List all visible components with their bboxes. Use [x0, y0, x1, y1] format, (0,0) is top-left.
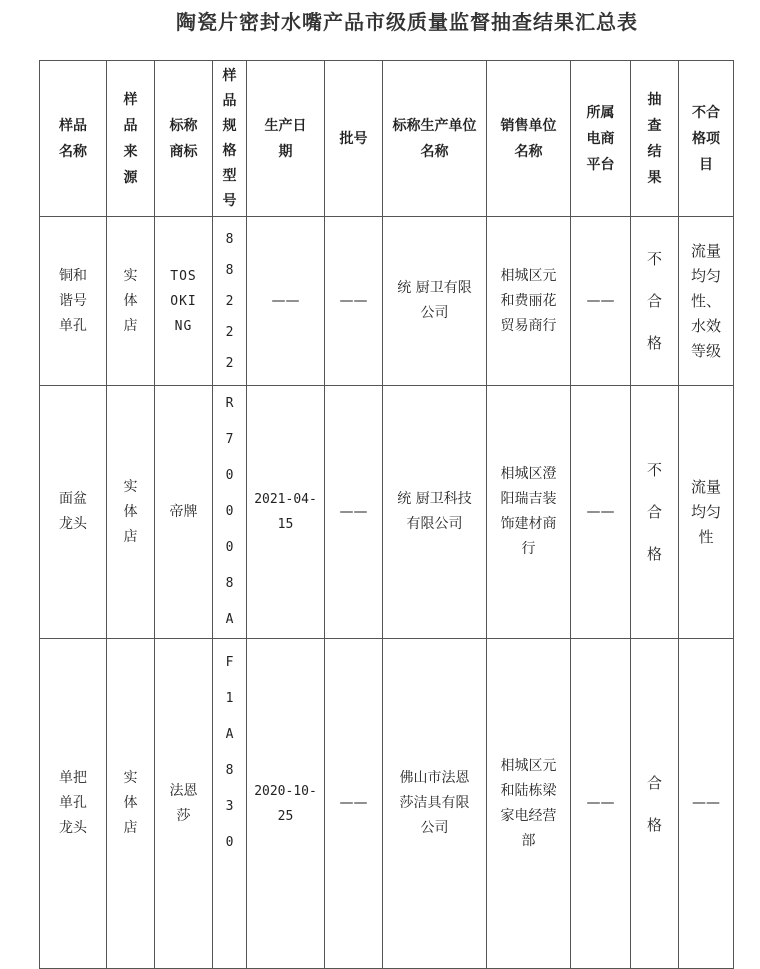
manufacturer: 统 厨卫有限公司	[383, 217, 487, 386]
batch: ——	[325, 217, 383, 386]
sample-source: 实体店	[107, 217, 155, 386]
header-model: 样品规格型号	[213, 61, 247, 217]
sample-name: 单把单孔龙头	[40, 639, 107, 969]
failed-items: ——	[679, 639, 734, 969]
platform: ——	[571, 217, 631, 386]
header-failed-items: 不合格项目	[679, 61, 734, 217]
seller: 相城区元和陆栋梁家电经营部	[487, 639, 571, 969]
header-manufacturer: 标称生产单位名称	[383, 61, 487, 217]
batch: ——	[325, 386, 383, 639]
model: R70008A	[213, 386, 247, 639]
header-production-date: 生产日期	[247, 61, 325, 217]
page-title: 陶瓷片密封水嘴产品市级质量监督抽查结果汇总表	[176, 10, 638, 34]
batch: ——	[325, 639, 383, 969]
sample-name: 面盆龙头	[40, 386, 107, 639]
result: 不合格	[631, 217, 679, 386]
results-table	[39, 60, 734, 969]
table-row	[40, 217, 734, 386]
header-sample-source: 样品来源	[107, 61, 155, 217]
platform: ——	[571, 386, 631, 639]
header-result: 抽查结果	[631, 61, 679, 217]
sample-name: 铜和谐号单孔	[40, 217, 107, 386]
header-seller: 销售单位名称	[487, 61, 571, 217]
brand: TOSOKING	[155, 217, 213, 386]
manufacturer: 统 厨卫科技有限公司	[383, 386, 487, 639]
sample-source: 实体店	[107, 639, 155, 969]
table-row	[40, 639, 734, 969]
production-date: 2021-04-15	[247, 386, 325, 639]
header-sample-name: 样品名称	[40, 61, 107, 217]
seller: 相城区澄阳瑞吉装饰建材商行	[487, 386, 571, 639]
failed-items: 流量均匀性	[679, 386, 734, 639]
result: 合格	[631, 639, 679, 969]
production-date: 2020-10-25	[247, 639, 325, 969]
header-platform: 所属电商平台	[571, 61, 631, 217]
manufacturer: 佛山市法恩莎洁具有限公司	[383, 639, 487, 969]
header-row	[40, 61, 734, 217]
model: 88222	[213, 217, 247, 386]
header-batch: 批号	[325, 61, 383, 217]
header-brand: 标称商标	[155, 61, 213, 217]
brand: 法恩莎	[155, 639, 213, 969]
result: 不合格	[631, 386, 679, 639]
seller: 相城区元和费丽花贸易商行	[487, 217, 571, 386]
sample-source: 实体店	[107, 386, 155, 639]
platform: ——	[571, 639, 631, 969]
table-row	[40, 386, 734, 639]
model: F1A830	[213, 639, 247, 969]
production-date: ——	[247, 217, 325, 386]
failed-items: 流量均匀性、水效等级	[679, 217, 734, 386]
brand: 帝牌	[155, 386, 213, 639]
